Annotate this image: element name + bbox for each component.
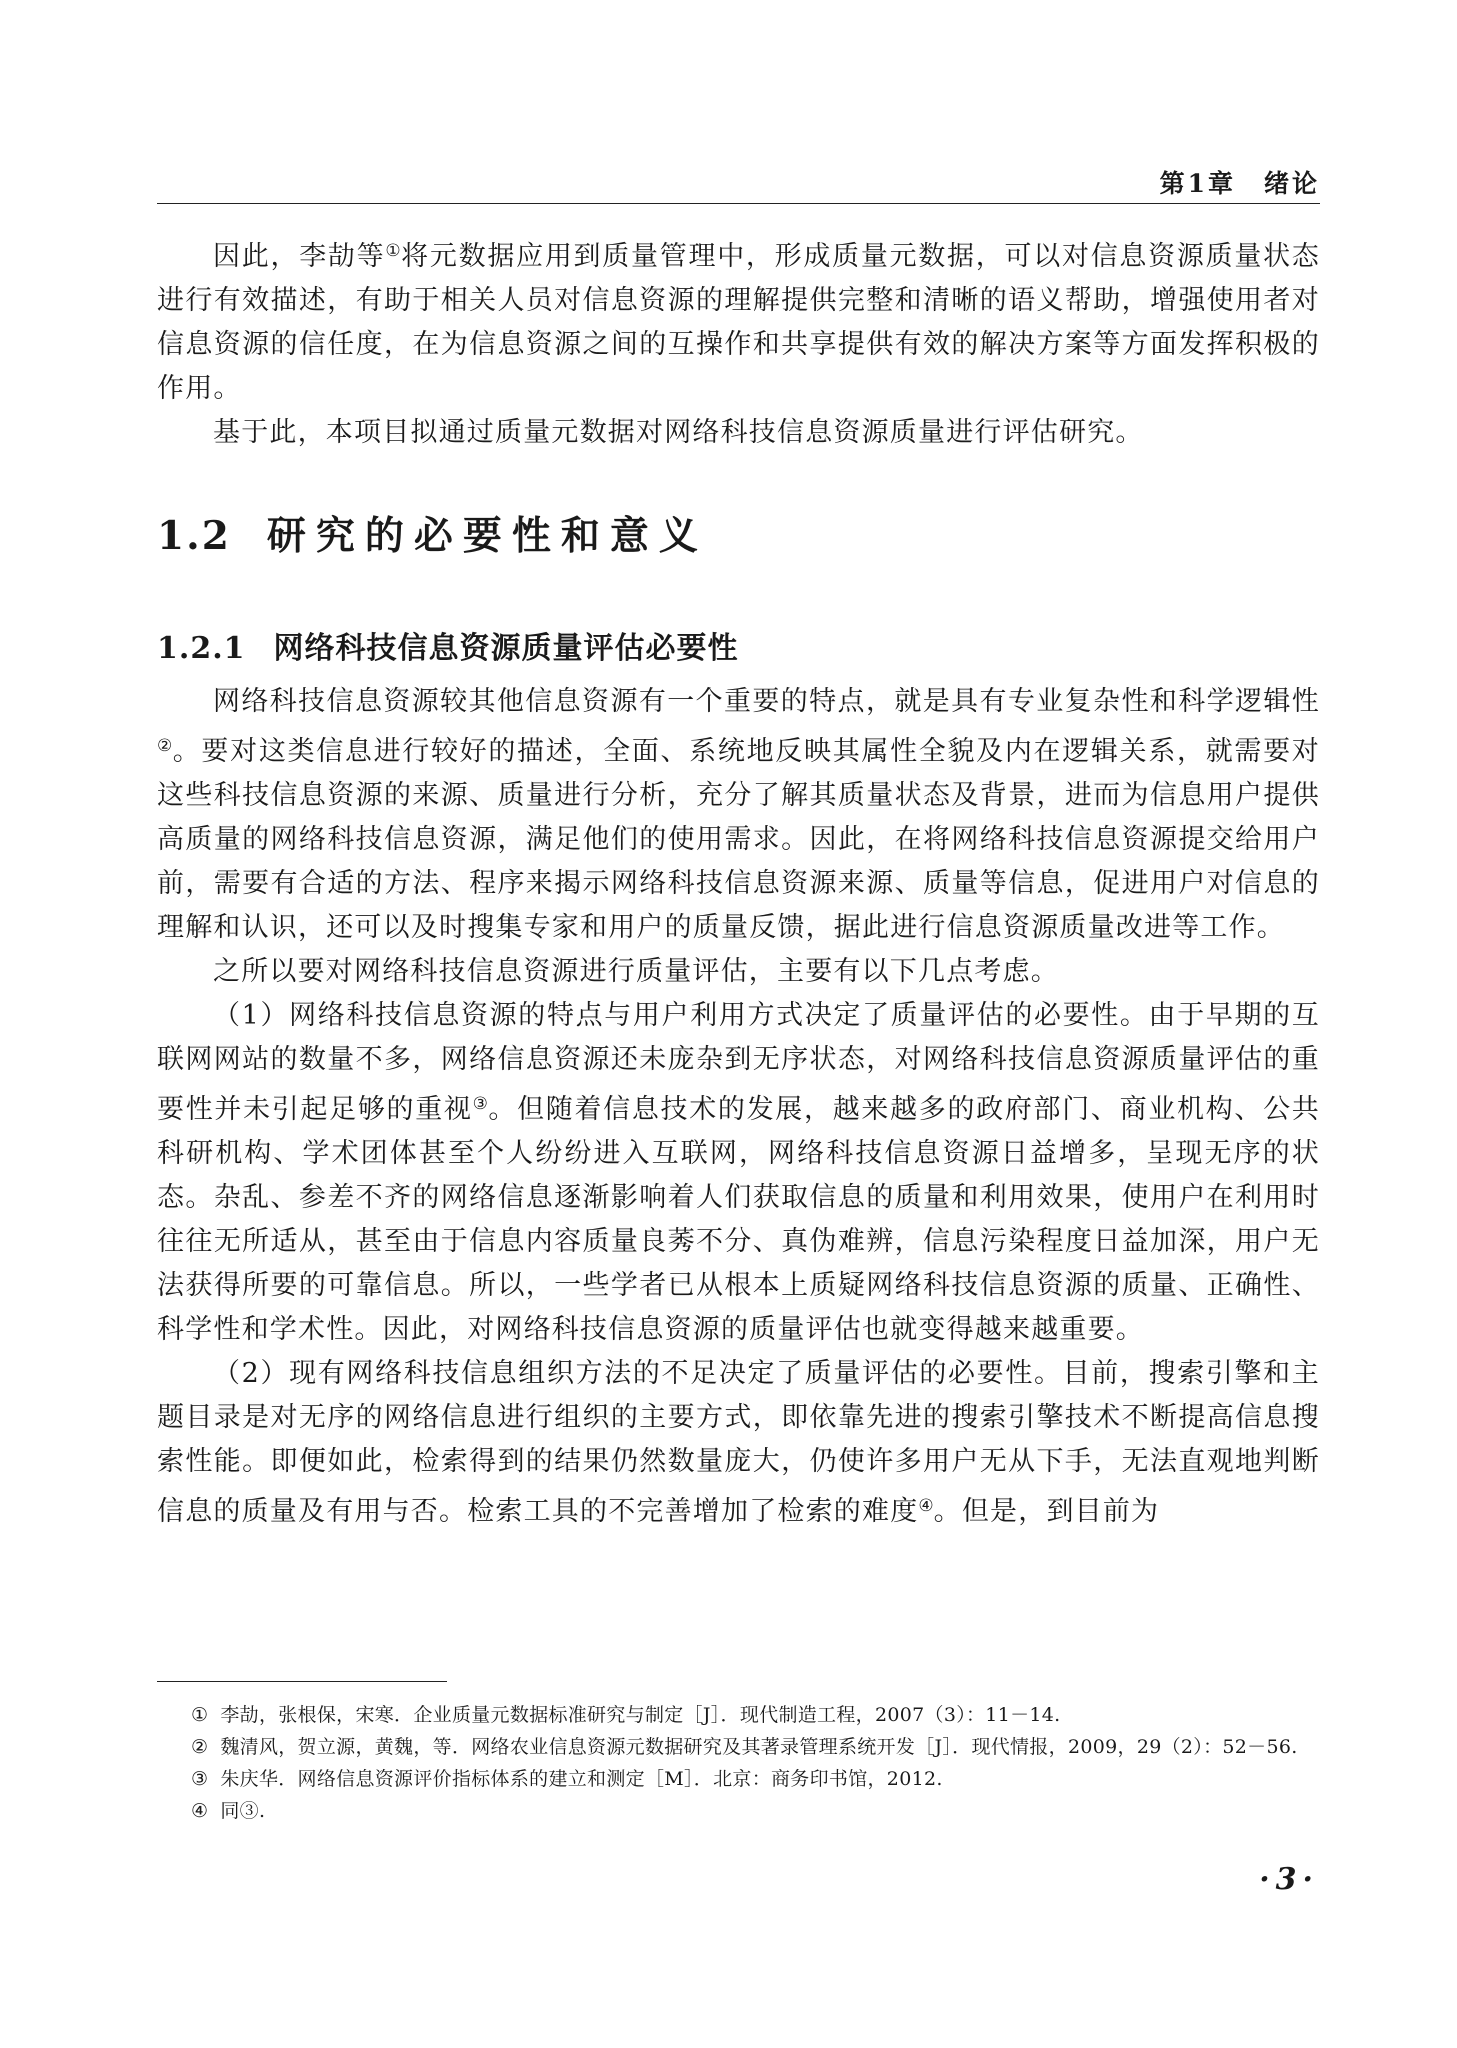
footnote-number: ② — [191, 1736, 209, 1758]
footnote-number: ③ — [191, 1768, 209, 1790]
paragraph — [157, 1352, 1320, 1534]
section-title: 研究的必要性和意义 — [266, 514, 708, 559]
footnote-rule — [157, 1681, 447, 1682]
footnote-number: ④ — [191, 1800, 209, 1822]
text-run: 。要对这类信息进行较好的描述，全面、系统地反映其属性全貌及内在逻辑关系，就需要对这些科技信息资源的来源、质量进行分析，充分了解其质量状态及背景，进而为信息用户提供高质量的网络科技信息资源，满足他们的使用需求。因此，在将网络科技信息资源提交给用户前，需要有合适的方法、程序来揭示网络科技信息资源来源、质量等信息，促进用户对信息的理解和认识，还可以及时搜集专家和用户的质量反馈，据此进行信息资源质量改进等工作。 — [157, 736, 1320, 943]
subsection-body — [157, 680, 1320, 1534]
footnote — [157, 1731, 1320, 1763]
footnote-text: 李劼，张根保，宋寒．企业质量元数据标准研究与制定［J］．现代制造工程，2007（3）：11－14. — [220, 1704, 1061, 1726]
text-run: 。但随着信息技术的发展，越来越多的政府部门、商业机构、公共科研机构、学术团体甚至个人纷纷进入互联网，网络科技信息资源日益增多，呈现无序的状态。杂乱、参差不齐的网络信息逐渐影响着人们获取信息的质量和利用效果，使用户在利用时往往无所适从，甚至由于信息内容质量良莠不分、真伪难辨，信息污染程度日益加深，用户无法获得所要的可靠信息。所以，一些学者已从根本上质疑网络科技信息资源的质量、正确性、科学性和学术性。因此，对网络科技信息资源的质量评估也就变得越来越重要。 — [157, 1094, 1320, 1345]
footnotes — [157, 1699, 1320, 1827]
paragraph: 之所以要对网络科技信息资源进行质量评估，主要有以下几点考虑。 — [213, 956, 1059, 987]
text-run: 。但是，到目前为 — [933, 1496, 1160, 1527]
running-head: 第1章 绪论 — [1159, 169, 1320, 198]
paragraph — [157, 229, 1320, 411]
subsection-number: 1.2.1 — [157, 631, 246, 666]
section-number: 1.2 — [157, 513, 231, 559]
text-run: 因此，李劼等 — [213, 241, 386, 272]
footnote-ref-2[interactable]: ② — [157, 736, 173, 756]
header-rule — [157, 203, 1320, 204]
footnote-ref-3[interactable]: ③ — [472, 1094, 489, 1114]
subsection-heading — [157, 623, 739, 667]
footnote-text: 同③. — [220, 1800, 266, 1822]
text-run: （1）网络科技信息资源的特点与用户利用方式决定了质量评估的必要性。由于早期的互联网网站的数量不多，网络信息资源还未庞杂到无序状态，对网络科技信息资源质量评估的重要性并未引起足够的重视 — [157, 1000, 1320, 1125]
text-run: （2）现有网络科技信息组织方法的不足决定了质量评估的必要性。目前，搜索引擎和主题目录是对无序的网络信息进行组织的主要方式，即依靠先进的搜索引擎技术不断提高信息搜索性能。即便如此，检索得到的结果仍然数量庞大，仍使许多用户无从下手，无法直观地判断信息的质量及有用与否。检索工具的不完善增加了检索的难度 — [157, 1358, 1320, 1527]
footnote-ref-4[interactable]: ④ — [918, 1496, 934, 1516]
footnote — [157, 1763, 1320, 1795]
text-run: 网络科技信息资源较其他信息资源有一个重要的特点，就是具有专业复杂性和科学逻辑性 — [213, 686, 1320, 717]
subsection-title: 网络科技信息资源质量评估必要性 — [273, 631, 739, 666]
paragraph: 基于此，本项目拟通过质量元数据对网络科技信息资源质量进行评估研究。 — [213, 417, 1144, 448]
footnote — [157, 1699, 1320, 1731]
text-run: 将元数据应用到质量管理中，形成质量元数据，可以对信息资源质量状态进行有效描述，有助于相关人员对信息资源的理解提供完整和清晰的语义帮助，增强使用者对信息资源的信任度，在为信息资源之间的互操作和共享提供有效的解决方案等方面发挥积极的作用。 — [157, 241, 1321, 404]
paragraph — [157, 994, 1320, 1352]
page-number: ·3· — [1259, 1862, 1319, 1897]
footnote-text: 朱庆华．网络信息资源评价指标体系的建立和测定［M］．北京：商务印书馆，2012. — [220, 1768, 943, 1790]
footnote — [157, 1795, 1320, 1827]
footnote-number: ① — [191, 1704, 209, 1726]
paragraph — [157, 680, 1320, 950]
footnote-ref-1[interactable]: ① — [385, 241, 402, 261]
footnote-text: 魏清风，贺立源，黄魏，等．网络农业信息资源元数据研究及其著录管理系统开发［J］．现代情报，2009，29（2）：52－56. — [220, 1736, 1298, 1758]
section-heading — [157, 505, 708, 561]
section-1-1-tail — [157, 229, 1320, 455]
